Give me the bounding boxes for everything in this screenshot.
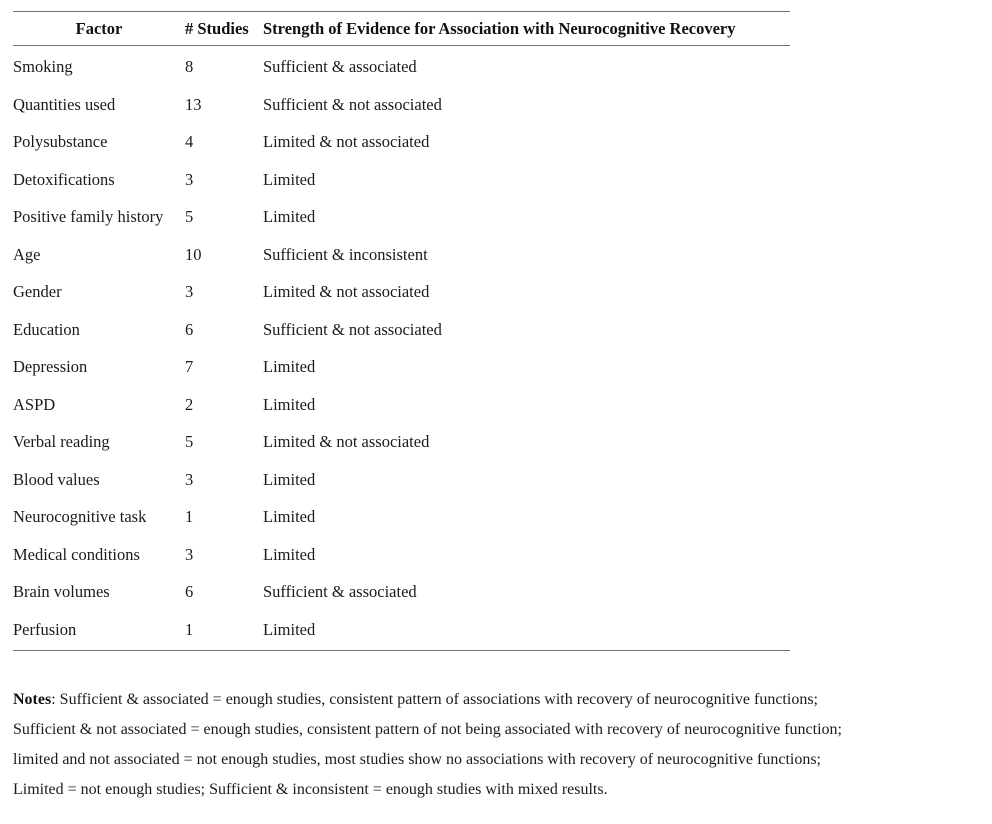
cell-strength: Limited & not associated [263,132,430,151]
cell-strength: Limited [263,169,316,189]
note-text: Sufficient & not associated = enough studies, consistent pattern of not being associated with recovery of neurocognitive function; [13,721,842,738]
table-row [13,123,790,161]
cell-studies: 3 [185,469,194,489]
cell-strength: Limited [263,611,790,651]
cell-factor: Age [13,244,41,264]
note-text: Limited = not enough studies; Sufficient & inconsistent = enough studies with mixed results. [13,781,608,798]
note-line [13,715,979,745]
cell-studies: 3 [185,282,194,301]
column-header-studies: # Studies [185,12,263,46]
table-row [13,46,790,86]
cell-strength: Sufficient & associated [263,582,417,601]
cell-strength: Limited [263,507,316,526]
cell-studies: 8 [185,57,194,76]
cell-studies: 1 [185,507,194,526]
table-header [13,12,790,46]
cell-studies: 1 [185,611,263,651]
cell-studies: 4 [185,132,194,151]
column-header-factor: Factor [13,12,185,46]
cell-strength: Sufficient & inconsistent [263,244,428,264]
cell-studies: 10 [185,244,202,264]
cell-factor: Detoxifications [13,169,115,189]
note-line [13,745,979,775]
cell-studies: 7 [185,357,194,376]
table-row [13,498,790,536]
note-text: : Sufficient & associated = enough studies, consistent pattern of associations with recovery of neurocognitive functions; [51,691,818,708]
note-line [13,685,979,715]
table-row [13,348,790,386]
table-row [13,86,790,124]
cell-strength: Sufficient & not associated [263,319,442,339]
evidence-table [13,11,790,651]
cell-factor: Brain volumes [13,582,110,601]
notes-label: Notes [13,691,52,708]
table-header-row [13,12,790,46]
evidence-table-container [13,11,790,651]
cell-factor: Perfusion [13,611,185,651]
cell-studies: 13 [185,94,202,114]
cell-strength: Sufficient & not associated [263,94,442,114]
cell-strength: Limited & not associated [263,282,430,301]
table-row [13,236,790,274]
cell-strength: Limited & not associated [263,432,430,451]
cell-factor: Neurocognitive task [13,507,147,526]
table-row [13,198,790,236]
table-row [13,423,790,461]
cell-factor: Blood values [13,469,100,489]
cell-strength: Limited [263,469,316,489]
column-header-strength: Strength of Evidence for Association with Neurocognitive Recovery [263,12,790,46]
cell-factor: Polysubstance [13,132,108,151]
note-text: limited and not associated = not enough studies, most studies show no associations with recovery of neurocognitive functions; [13,751,821,768]
cell-strength: Limited [263,394,316,414]
table-row [13,273,790,311]
cell-factor: Gender [13,282,62,301]
notes-section [13,685,979,805]
cell-studies: 2 [185,394,194,414]
cell-strength: Limited [263,357,316,376]
cell-studies: 5 [185,432,194,451]
cell-factor: Medical conditions [13,544,140,564]
table-row [13,311,790,349]
cell-studies: 6 [185,582,194,601]
cell-studies: 5 [185,207,194,226]
cell-strength: Limited [263,207,316,226]
table-row [13,161,790,199]
table-row [13,573,790,611]
cell-studies: 6 [185,319,194,339]
cell-factor: Positive family history [13,207,164,226]
table-body [13,46,790,651]
cell-studies: 3 [185,169,194,189]
cell-studies: 3 [185,544,194,564]
table-row [13,536,790,574]
cell-factor: Depression [13,357,88,376]
table-row [13,386,790,424]
cell-factor: Verbal reading [13,432,110,451]
table-row [13,611,790,651]
note-line [13,775,979,805]
cell-strength: Limited [263,544,316,564]
cell-factor: Education [13,319,80,339]
cell-strength: Sufficient & associated [263,57,417,76]
table-row [13,461,790,499]
cell-factor: Smoking [13,57,73,76]
cell-factor: ASPD [13,394,56,414]
cell-factor: Quantities used [13,94,116,114]
